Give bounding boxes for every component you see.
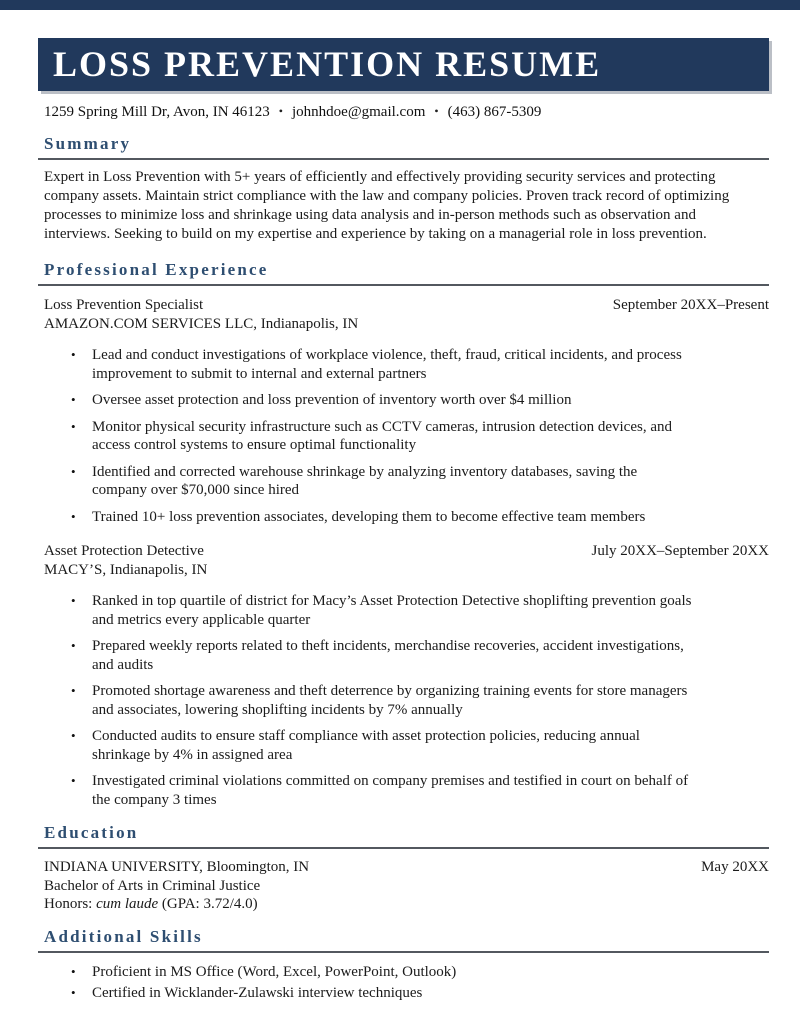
job-bullet-item: • Prepared weekly reports related to theft incidents, merchandise recoveries, accident investigations, and audits [38, 637, 692, 674]
dot-separator-icon: • [434, 104, 439, 118]
address-text: 1259 Spring Mill Dr, Avon, IN 46123 [44, 104, 270, 120]
job-bullet-list [38, 592, 769, 809]
education-heading: Education [38, 823, 769, 849]
honors-label: Honors: [44, 896, 97, 912]
job-title: Asset Protection Detective [44, 543, 204, 559]
job-bullet-item: • Trained 10+ loss prevention associates, developing them to become effective team members [38, 508, 692, 527]
job-bullet-item: • Promoted shortage awareness and theft deterrence by organizing training events for store managers and associates, lowering shoplifting incidents by 7% annually [38, 682, 692, 719]
summary-text: Expert in Loss Prevention with 5+ years of efficiently and effectively providing security services and protecting company assets. Maintain strict compliance with the law and company policies. Proven track record of optimizing processes to minimize loss and shrinkage using data analysis and in-person methods such as observation and interviews. Seeking to build on my expertise and experience by taking on a managerial role in loss prevention. [44, 169, 730, 242]
school-name: INDIANA UNIVERSITY, Bloomington, IN [44, 859, 310, 875]
section-summary [38, 134, 769, 244]
education-header-row [38, 858, 769, 877]
skills-heading: Additional Skills [38, 927, 769, 953]
job-company: MACY’S, Indianapolis, IN [44, 562, 208, 578]
job-header-row [38, 296, 769, 315]
email-text: johnhdoe@gmail.com [292, 104, 426, 120]
top-accent-strip [0, 0, 800, 10]
job-bullet-item: • Ranked in top quartile of district for Macy’s Asset Protection Detective shoplifting prevention goals and metrics every applicable quarter [38, 592, 692, 629]
job-dates: September 20XX–Present [612, 297, 769, 313]
job-bullet-item: • Identified and corrected warehouse shrinkage by analyzing inventory databases, saving the company over $70,000 since hired [38, 463, 692, 500]
honors-text [38, 895, 769, 913]
section-education [38, 823, 769, 913]
job-list [38, 296, 769, 809]
section-experience [38, 260, 769, 809]
skill-item: • Certified in Wicklander-Zulawski interview techniques [38, 984, 692, 1003]
honors-latin: cum laude [96, 896, 159, 912]
job-bullet-item: • Lead and conduct investigations of workplace violence, theft, fraud, critical incidents, and process improvement to submit to internal and external partners [38, 346, 692, 383]
dot-separator-icon: • [278, 104, 283, 118]
job-bullet-item: • Conducted audits to ensure staff compliance with asset protection policies, reducing annual shrinkage by 4% in assigned area [38, 727, 692, 764]
job-company: AMAZON.COM SERVICES LLC, Indianapolis, IN [44, 316, 359, 332]
summary-heading: Summary [38, 134, 769, 160]
skills-list [38, 963, 769, 1002]
experience-heading: Professional Experience [38, 260, 769, 286]
honors-gpa: (GPA: 3.72/4.0) [158, 896, 258, 912]
degree-text: Bachelor of Arts in Criminal Justice [44, 878, 261, 894]
job-entry [38, 542, 769, 809]
education-entry [38, 858, 769, 913]
job-bullet-item: • Monitor physical security infrastructure such as CCTV cameras, intrusion detection devices, and access control systems to ensure optimal functionality [38, 418, 692, 455]
job-bullet-list [38, 346, 769, 526]
title-band [38, 38, 769, 91]
phone-text: (463) 867-5309 [447, 104, 542, 120]
graduation-date: May 20XX [701, 859, 769, 875]
page-title: LOSS PREVENTION RESUME [53, 44, 602, 84]
job-bullet-item: • Investigated criminal violations committed on company premises and testified in court on behalf of the company 3 times [38, 772, 692, 809]
job-title: Loss Prevention Specialist [44, 297, 204, 313]
section-skills [38, 927, 769, 1002]
job-header-row [38, 542, 769, 561]
job-bullet-item: • Oversee asset protection and loss prevention of inventory worth over $4 million [38, 391, 692, 410]
skill-item: • Proficient in MS Office (Word, Excel, PowerPoint, Outlook) [38, 963, 692, 982]
job-dates: July 20XX–September 20XX [591, 543, 769, 559]
job-entry [38, 296, 769, 526]
contact-line [44, 104, 769, 121]
